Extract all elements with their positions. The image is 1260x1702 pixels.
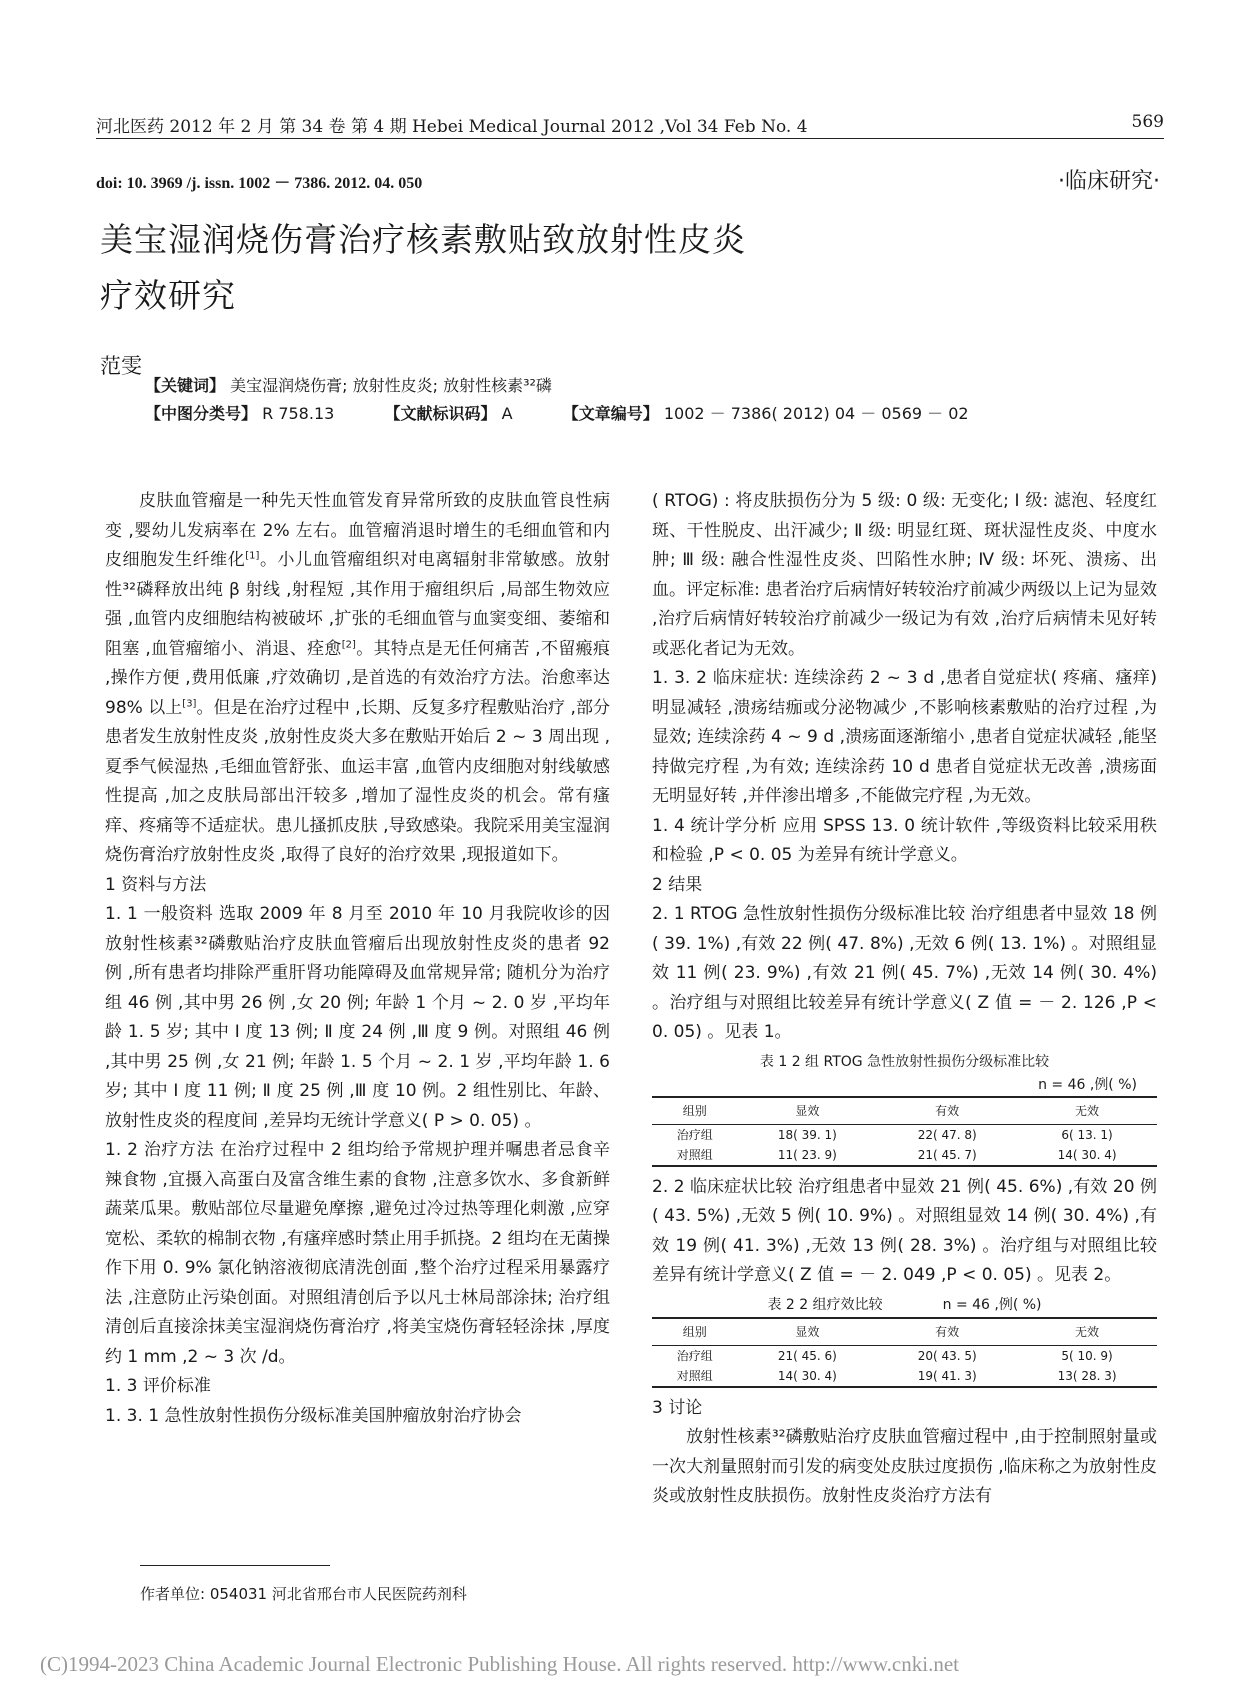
title-line-1: 美宝湿润烧伤膏治疗核素敷贴致放射性皮炎	[100, 220, 746, 259]
discussion-paragraph: 放射性核素³²磷敷贴治疗皮肤血管瘤过程中 ,由于控制照射量或一次大剂量照射而引发的病变处皮肤过度损伤 ,临床称之为放射性皮炎或放射性皮肤损伤。放射性皮炎治疗方法有	[652, 1427, 1157, 1506]
table-row: 治疗组 21( 45. 6) 20( 43. 5) 5( 10. 9)	[676, 1348, 1113, 1363]
heading-discussion: 3 讨论	[652, 1397, 703, 1418]
article-no-value: 1002 － 7386( 2012) 04 － 0569 － 02	[663, 404, 969, 423]
doi-line: doi: 10. 3969 /j. issn. 1002 － 7386. 2012. 04. 050	[96, 175, 423, 192]
article-title	[100, 212, 860, 324]
table-2-header: 组别	[652, 1318, 737, 1346]
table-2-header: 有效	[877, 1318, 1017, 1346]
ref-2: [2]	[341, 638, 356, 650]
running-header	[96, 112, 1164, 139]
table-1-header: 组别	[652, 1097, 737, 1125]
intro-paragraph: 皮肤血管瘤是一种先天性血管发育异常所致的皮肤血管良性病变 ,婴幼儿发病率在 2% 左右。血管瘤消退时增生的毛细血管和内皮细胞发生纤维化[1]。小儿血管瘤组织对电离辐射非常敏感。放射性³²磷释放出纯 β 射线 ,射程短 ,其作用于瘤组织后 ,局部生物效应强 ,血管内皮细胞结构被破坏 ,扩张的毛细血管与血窦变细、萎缩和阻塞 ,血管瘤缩小、消退、痊愈[2]。其特点是无任何痛苦 ,不留瘢痕 ,操作方便 ,费用低廉 ,疗效确切 ,是首选的有效治疗方法。治愈率达 98% 以上[3]。但是在治疗过程中 ,长期、反复多疗程敷贴治疗 ,部分患者发生放射性皮炎 ,放射性皮炎大多在敷贴开始后 2 ~ 3 周出现 ,夏季气候湿热 ,毛细血管舒张、血运丰富 ,血管内皮细胞对射线敏感性提高 ,加之皮肤局部出汗较多 ,增加了湿性皮炎的机会。常有瘙痒、疼痛等不适症状。患儿搔抓皮肤 ,导致感染。我院采用美宝湿润烧伤膏治疗放射性皮炎 ,取得了良好的治疗效果 ,现报道如下。	[105, 491, 611, 865]
author-affiliation: 作者单位: 054031 河北省邢台市人民医院药剂科	[140, 1585, 467, 1603]
table-1-caption: 表 1 2 组 RTOG 急性放射性损伤分级标准比较	[759, 1053, 1050, 1070]
clc-value: R 758.13	[262, 404, 335, 423]
table-row: 对照组 14( 30. 4) 19( 41. 3) 13( 28. 3)	[652, 1366, 1157, 1387]
table-1-header: 无效	[1017, 1097, 1157, 1125]
copyright-watermark: (C)1994-2023 China Academic Journal Electronic Publishing House. All rights reserved. http://www.cnki.net	[40, 1652, 959, 1676]
table-2-header: 无效	[1017, 1318, 1157, 1346]
table-1-unit: n = 46 ,例( %)	[1038, 1076, 1137, 1093]
section-2-2: 2. 2 临床症状比较 治疗组患者中显效 21 例( 45. 6%) ,有效 20 例( 43. 5%) ,无效 5 例( 10. 9%) 。对照组显效 14 例( 30. 4%) ,有效 19 例( 41. 3%) ,无效 13 例( 28. 3%) 。治疗组与对照组比较差异有统计学意义( Z 值 = － 2. 049 ,P < 0. 05) 。见表 2。	[652, 1176, 1157, 1285]
table-1-header: 有效	[877, 1097, 1017, 1125]
ref-3: [3]	[182, 697, 197, 709]
classification-line	[145, 401, 969, 424]
page-number: 569	[1131, 112, 1164, 132]
table-2-header: 显效	[737, 1318, 877, 1346]
section-1-3-1: 1. 3. 1 急性放射性损伤分级标准美国肿瘤放射治疗协会	[105, 1405, 522, 1426]
section-1-3-2: 1. 3. 2 临床症状: 连续涂药 2 ~ 3 d ,患者自觉症状( 疼痛、瘙痒) 明显减轻 ,溃疡结痂或分泌物减少 ,不影响核素敷贴的治疗过程 ,为显效; 连续涂药 4 ~ 9 d ,溃疡面逐渐缩小 ,患者自觉症状减轻 ,能坚持做完疗程 ,为有效; 连续涂药 10 d 患者自觉症状无改善 ,溃疡面无明显好转 ,并伴渗出增多 ,不能做完疗程 ,为无效。	[652, 668, 1157, 806]
table-2-caption-row	[652, 1293, 1157, 1317]
left-column	[105, 487, 610, 1431]
running-head-text: 河北医药 2012 年 2 月 第 34 卷 第 4 期 Hebei Medical Journal 2012 ,Vol 34 Feb No. 4	[96, 117, 808, 137]
table-1-header: 显效	[737, 1097, 877, 1125]
clc-label: 【中图分类号】	[145, 404, 258, 423]
table-2	[652, 1317, 1157, 1388]
table-row: 对照组 11( 23. 9) 21( 45. 7) 14( 30. 4)	[652, 1145, 1157, 1166]
ref-1: [1]	[245, 550, 260, 562]
table-1	[652, 1096, 1157, 1167]
section-1-1: 1. 1 一般资料 选取 2009 年 8 月至 2010 年 10 月我院收诊的因放射性核素³²磷敷贴治疗皮肤血管瘤后出现放射性皮炎的患者 92 例 ,所有患者均排除严重肝肾功能障碍及血常规异常; 随机分为治疗组 46 例 ,其中男 26 例 ,女 20 例; 年龄 1 个月 ~ 2. 0 岁 ,平均年龄 1. 5 岁; 其中 Ⅰ 度 13 例; Ⅱ 度 24 例 ,Ⅲ 度 9 例。对照组 46 例 ,其中男 25 例 ,女 21 例; 年龄 1. 5 个月 ~ 2. 1 岁 ,平均年龄 1. 6 岁; 其中 Ⅰ 度 11 例; Ⅱ 度 25 例 ,Ⅲ 度 10 例。2 组性别比、年龄、放射性皮炎的程度间 ,差异均无统计学意义( P > 0. 05) 。	[105, 904, 610, 1131]
section-2-1: 2. 1 RTOG 急性放射性损伤分级标准比较 治疗组患者中显效 18 例( 39. 1%) ,有效 22 例( 47. 8%) ,无效 6 例( 13. 1%) 。对照组显效 11 例( 23. 9%) ,有效 21 例( 45. 7%) ,无效 14 例( 30. 4%) 。治疗组与对照组比较差异有统计学意义( Z 值 = － 2. 126 ,P < 0. 05) 。见表 1。	[652, 904, 1157, 1042]
section-1-3: 1. 3 评价标准	[105, 1376, 211, 1396]
title-line-2: 疗效研究	[100, 276, 236, 315]
heading-methods: 1 资料与方法	[105, 874, 207, 895]
keywords-label: 【关键词】	[145, 376, 226, 395]
author: 范雯	[100, 354, 142, 378]
article-no-label: 【文章编号】	[562, 404, 659, 423]
section-tag: ·临床研究·	[1058, 169, 1160, 194]
rtog-criteria: ( RTOG) : 将皮肤损伤分为 5 级: 0 级: 无变化; Ⅰ 级: 滤泡、轻度红斑、干性脱皮、出汗减少; Ⅱ 级: 明显红斑、斑状湿性皮炎、中度水肿; Ⅲ 级: 融合性湿性皮炎、凹陷性水肿; Ⅳ 级: 坏死、溃疡、出血。评定标准: 患者治疗后病情好转较治疗前减少两级以上记为显效 ,治疗后病情好转较治疗前减少一级记为有效 ,治疗后病情未见好转或恶化者记为无效。	[652, 491, 1157, 659]
table-2-unit: n = 46 ,例( %)	[942, 1296, 1042, 1313]
keywords-line	[145, 373, 552, 396]
table-row: 治疗组 18( 39. 1) 22( 47. 8) 6( 13. 1)	[676, 1127, 1113, 1142]
right-column	[652, 487, 1157, 1512]
section-1-4: 1. 4 统计学分析 应用 SPSS 13. 0 统计软件 ,等级资料比较采用秩和检验 ,P < 0. 05 为差异有统计学意义。	[652, 815, 1157, 865]
keywords-text: 美宝湿润烧伤膏; 放射性皮炎; 放射性核素³²磷	[230, 376, 552, 395]
doc-code-value: A	[501, 404, 513, 423]
doc-code-label: 【文献标识码】	[384, 404, 497, 423]
section-1-2: 1. 2 治疗方法 在治疗过程中 2 组均给予常规护理并嘱患者忌食辛辣食物 ,宜摄入高蛋白及富含维生素的食物 ,注意多饮水、多食新鲜蔬菜瓜果。敷贴部位尽量避免摩擦 ,避免过冷过热等理化刺激 ,应穿宽松、柔软的棉制衣物 ,有瘙痒感时禁止用手抓挠。2 组均在无菌操作下用 0. 9% 氯化钠溶液彻底清洗创面 ,整个治疗过程采用暴露疗法 ,注意防止污染创面。对照组清创后予以凡士林局部涂抹; 治疗组清创后直接涂抹美宝湿润烧伤膏治疗 ,将美宝烧伤膏轻轻涂抹 ,厚度约 1 mm ,2 ~ 3 次 /d。	[105, 1140, 610, 1367]
table-2-caption: 表 2 2 组疗效比较	[767, 1296, 883, 1313]
heading-results: 2 结果	[652, 874, 703, 895]
footnote-divider	[140, 1565, 330, 1566]
